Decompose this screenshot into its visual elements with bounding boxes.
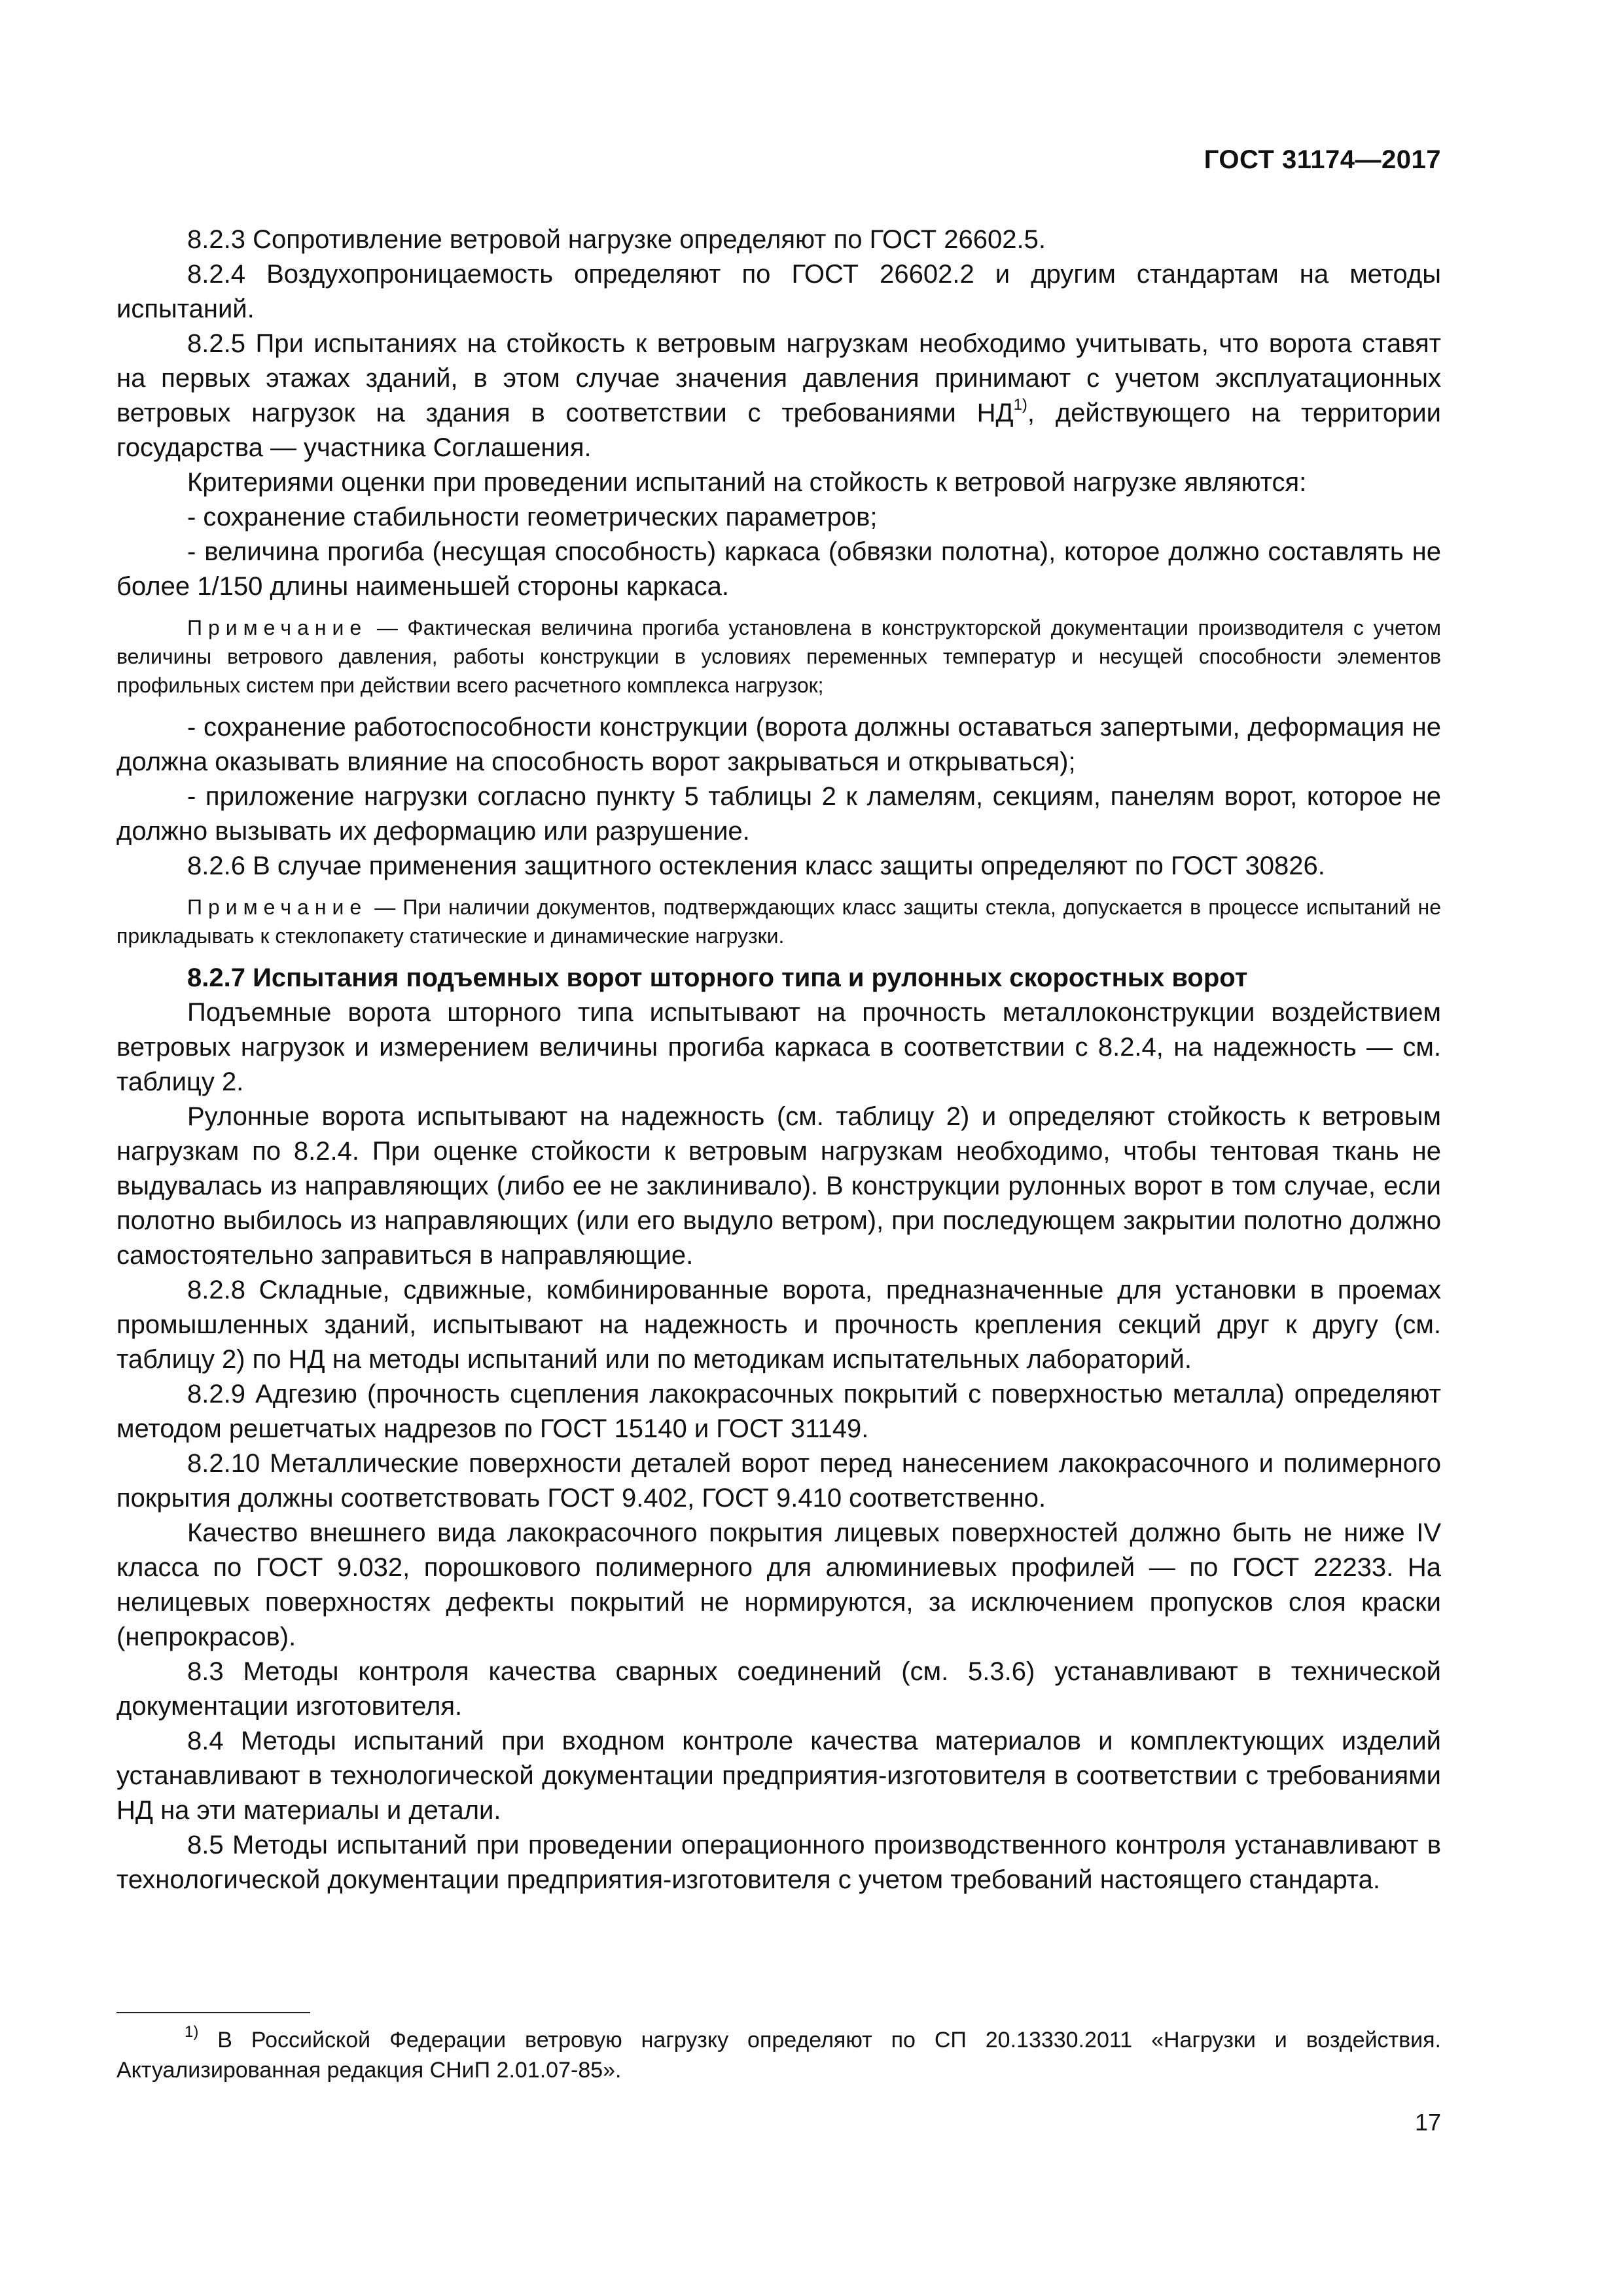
note-2 (116, 893, 1441, 950)
footnote-divider (116, 2012, 310, 2013)
note-1 (116, 613, 1441, 700)
paragraph-8-2-8: 8.2.8 Складные, сдвижные, комбинированные ворота, предназначенные для установки в проемах промышленных зданий, испытывают на надежность и прочность крепления секций друг к другу (см. таблицу 2) по НД на методы испытаний или по методикам испытательных лабораторий. (116, 1276, 1441, 1374)
footnote-reference: 1) (1013, 395, 1027, 414)
criteria-item-1: - сохранение стабильности геометрических параметров; (187, 503, 878, 531)
note-2-text: — При наличии документов, подтверждающих класс защиты стекла, допускается в процессе испытаний не прикладывать к стеклопакету статические и динамические нагрузки. (116, 895, 1441, 948)
paragraph-8-2-5-text-a: 8.2.5 При испытаниях на стойкость к ветровым нагрузкам необходимо учитывать, что ворота ставят на первых этажах зданий, в этом случае значения давления принимают с учетом эксплуатационных ветровых нагрузок на здания в соответствии с требованиями НД (116, 329, 1441, 427)
note-1-text: — Фактическая величина прогиба установлена в конструкторской документации производителя с учетом величины ветрового давления, работы конструкции в условиях переменных температур и несущей способности элементов профильных систем при действии всего расчетного комплекса нагрузок; (116, 616, 1441, 697)
footnote-paragraph (116, 2022, 1441, 2085)
paragraph-8-2-5-text-b: , действующего на территории государства — участника Соглашения. (116, 399, 1442, 462)
section-heading-8-2-7: 8.2.7 Испытания подъемных ворот шторного типа и рулонных скоростных ворот (187, 963, 1248, 992)
footnote-text: В Российской Федерации ветровую нагрузку определяют по СП 20.13330.2011 «Нагрузки и воздействия. Актуализированная редакция СНиП 2.01.07-85». (116, 2028, 1441, 2083)
document-header: ГОСТ 31174—2017 (1204, 145, 1441, 174)
paragraph-coating-quality: Качество внешнего вида лакокрасочного покрытия лицевых поверхностей должно быть не ниже IV класса по ГОСТ 9.032, порошкового полимерного для алюминиевых профилей — по ГОСТ 22233. На нелицевых поверхностях дефекты покрытий не нормируются, за исключением пропусков слоя краски (непрокрасов). (116, 1518, 1441, 1651)
paragraph-8-2-3: 8.2.3 Сопротивление ветровой нагрузке определяют по ГОСТ 26602.5. (187, 225, 1046, 254)
paragraph-8-2-9: 8.2.9 Адгезию (прочность сцепления лакокрасочных покрытий с поверхностью металла) определяют методом решетчатых надрезов по ГОСТ 15140 и ГОСТ 31149. (116, 1380, 1441, 1443)
paragraph-8-5: 8.5 Методы испытаний при проведении операционного производственного контроля устанавливают в технологической документации предприятия-изготовителя с учетом требований настоящего стандарта. (116, 1831, 1441, 1894)
note-2-label: Примечание (187, 895, 368, 919)
paragraph-8-2-10: 8.2.10 Металлические поверхности деталей ворот перед нанесением лакокрасочного и полимерного покрытия должны соответствовать ГОСТ 9.402, ГОСТ 9.410 соответственно. (116, 1449, 1441, 1513)
criteria-item-4: - приложение нагрузки согласно пункту 5 таблицы 2 к ламелям, секциям, панелям ворот, которое не должно вызывать их деформацию или разрушение. (116, 782, 1441, 846)
page-number: 17 (1414, 2109, 1441, 2136)
paragraph-8-2-7-a: Подъемные ворота шторного типа испытывают на прочность металлоконструкции воздействием ветровых нагрузок и измерением величины прогиба каркаса в соответствии с 8.2.4, на надежность — см. таблицу 2. (116, 998, 1441, 1096)
criteria-intro: Критериями оценки при проведении испытаний на стойкость к ветровой нагрузке являются: (187, 468, 1307, 497)
paragraph-8-3: 8.3 Методы контроля качества сварных соединений (см. 5.3.6) устанавливают в технической документации изготовителя. (116, 1657, 1441, 1721)
paragraph-8-2-6: 8.2.6 В случае применения защитного остекления класс защиты определяют по ГОСТ 30826. (187, 852, 1325, 880)
document-body (116, 223, 1441, 1897)
footnote (116, 2022, 1441, 2085)
paragraph-8-2-5 (116, 327, 1441, 465)
paragraph-8-2-4: 8.2.4 Воздухопроницаемость определяют по ГОСТ 26602.2 и другим стандартам на методы испытаний. (116, 260, 1441, 323)
criteria-item-2: - величина прогиба (несущая способность) каркаса (обвязки полотна), которое должно составлять не более 1/150 длины наименьшей стороны каркаса. (116, 537, 1441, 601)
footnote-marker: 1) (185, 2022, 199, 2041)
paragraph-8-4: 8.4 Методы испытаний при входном контроле качества материалов и комплектующих изделий устанавливают в технологической документации предприятия-изготовителя в соответствии с требованиями НД на эти материалы и детали. (116, 1727, 1441, 1825)
paragraph-8-2-7-b: Рулонные ворота испытывают на надежность (см. таблицу 2) и определяют стойкость к ветровым нагрузкам по 8.2.4. При оценке стойкости к ветровым нагрузкам необходимо, чтобы тентовая ткань не выдувалась из направляющих (либо ее не заклинивало). В конструкции рулонных ворот в том случае, если полотно выбилось из направляющих (или его выдуло ветром), при последующем закрытии полотно должно самостоятельно заправиться в направляющие. (116, 1102, 1441, 1270)
note-1-label: Примечание (187, 616, 368, 639)
criteria-item-3: - сохранение работоспособности конструкции (ворота должны оставаться запертыми, деформация не должна оказывать влияние на способность ворот закрываться и открываться); (116, 713, 1441, 776)
